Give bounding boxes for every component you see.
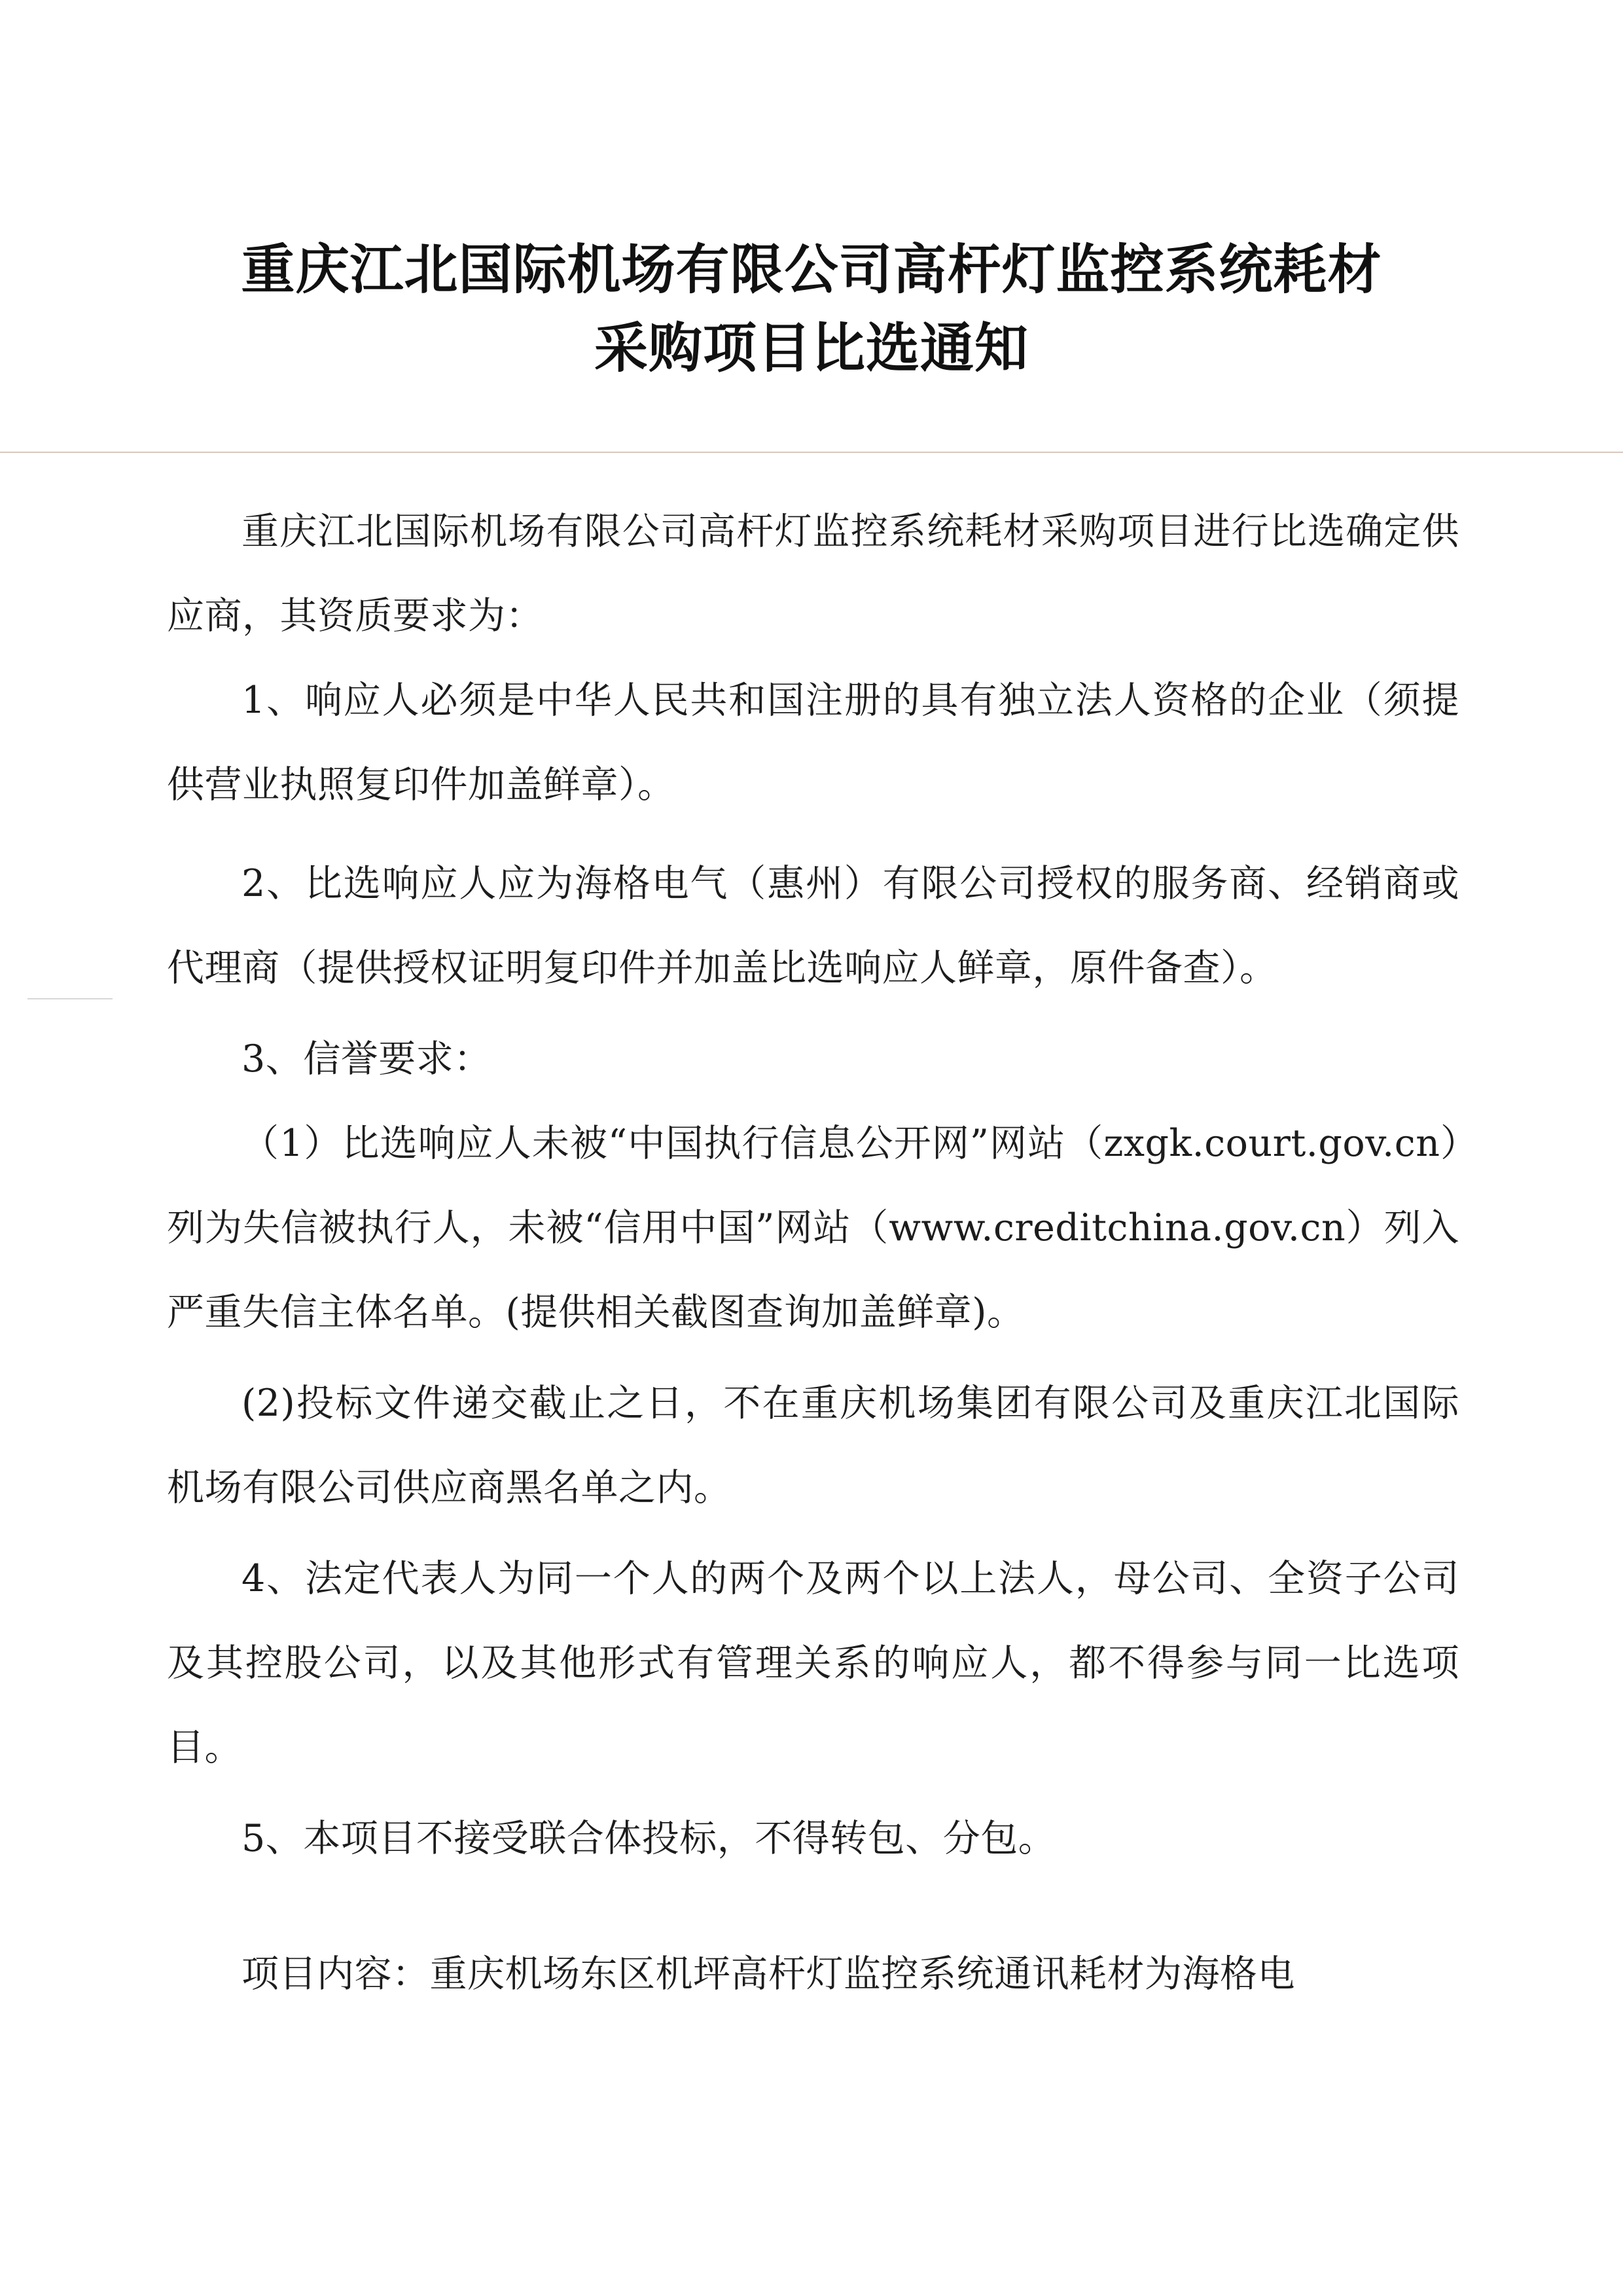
document-body: [167, 490, 1459, 2017]
requirement-1: 1、响应人必须是中华人民共和国注册的具有独立法人资格的企业（须提供营业执照复印件加盖鲜章）。: [167, 679, 1459, 806]
intro-paragraph: 重庆江北国际机场有限公司高杆灯监控系统耗材采购项目进行比选确定供应商，其资质要求为：: [167, 510, 1459, 637]
requirement-5: 5、本项目不接受联合体投标，不得转包、分包。: [241, 1817, 1056, 1860]
requirement-2: 2、比选响应人应为海格电气（惠州）有限公司授权的服务商、经销商或代理商（提供授权证明复印件并加盖比选响应人鲜章，原件备查）。: [167, 862, 1459, 990]
requirement-4: 4、法定代表人为同一个人的两个及两个以上法人，母公司、全资子公司及其控股公司，以及其他形式有管理关系的响应人，都不得参与同一比选项目。: [167, 1557, 1459, 1769]
requirement-3-item-1: （1）比选响应人未被“中国执行信息公开网”网站（zxgk.court.gov.cn）列为失信被执行人，未被“信用中国”网站（www.creditchina.gov.cn）列入严重失信主体名单。(提供相关截图查询加盖鲜章)。: [167, 1122, 1459, 1334]
document-title-line-2: 采购项目比选通知: [594, 317, 1029, 380]
document-title-line-1: 重庆江北国际机场有限公司高杆灯监控系统耗材: [241, 239, 1382, 301]
requirement-3-item-2: (2)投标文件递交截止之日，不在重庆机场集团有限公司及重庆江北国际机场有限公司供应商黑名单之内。: [167, 1382, 1459, 1509]
requirement-3-heading: 3、信誉要求：: [241, 1037, 491, 1081]
header-divider: [0, 452, 1623, 453]
project-content-paragraph: 项目内容：重庆机场东区机坪高杆灯监控系统通讯耗材为海格电: [241, 1952, 1295, 1996]
scan-margin-mark: [27, 998, 113, 999]
